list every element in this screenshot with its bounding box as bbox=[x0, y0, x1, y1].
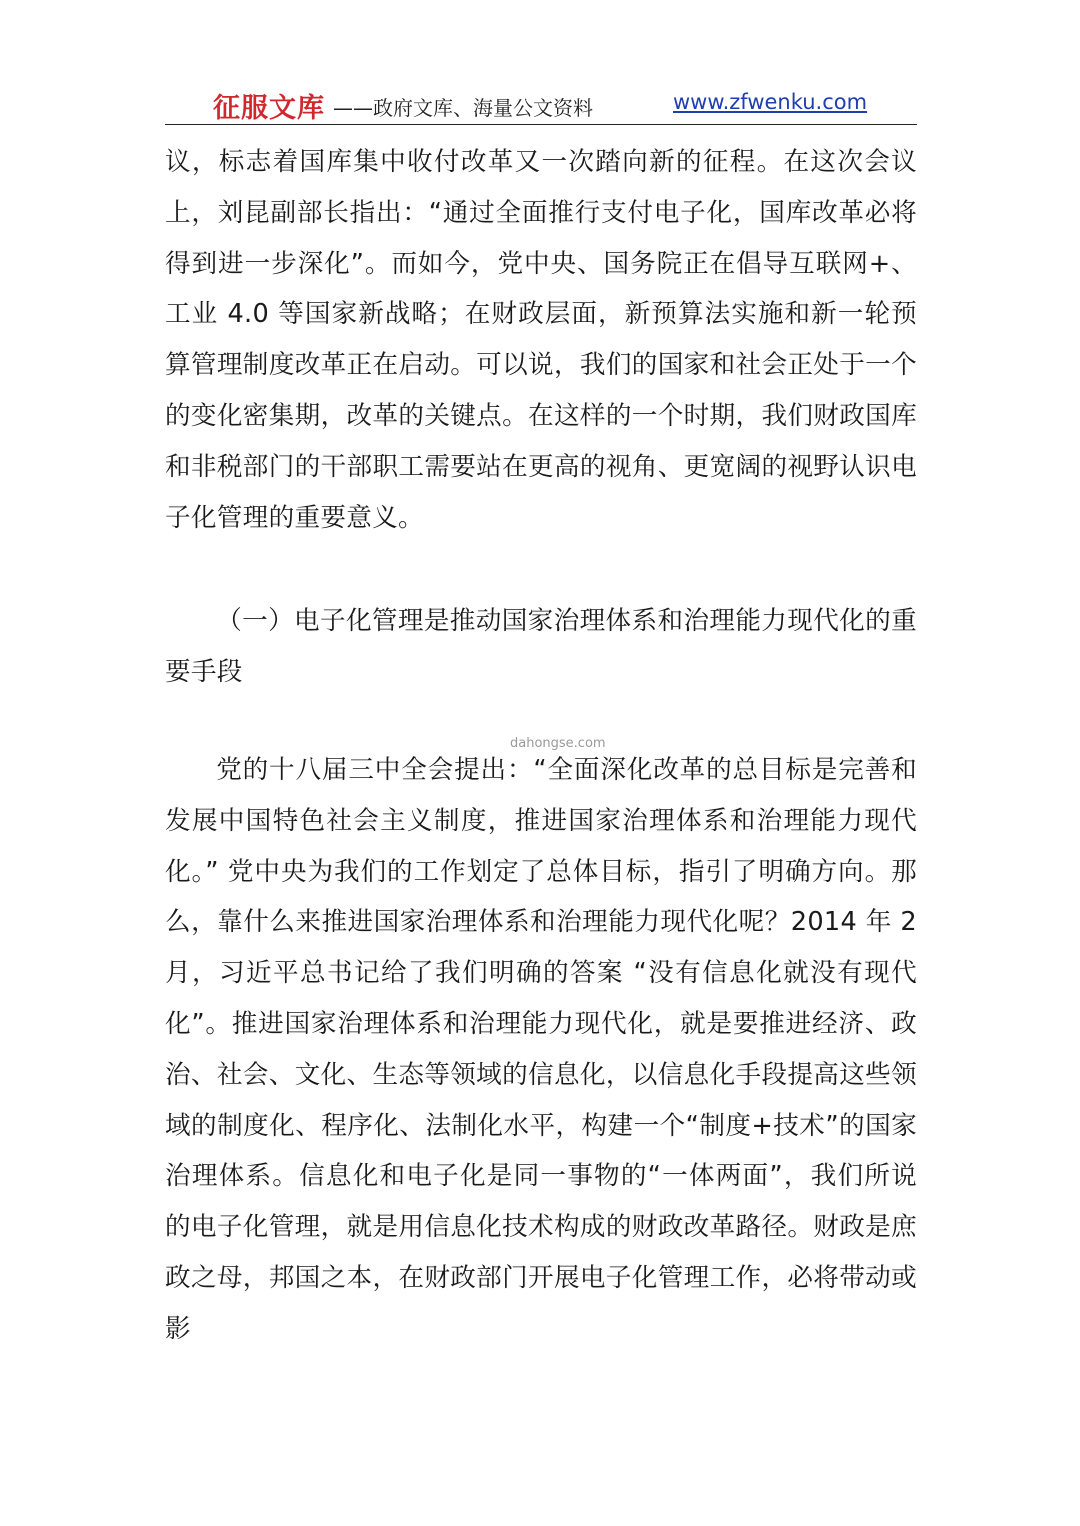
section-heading: （一）电子化管理是推动国家治理体系和治理能力现代化的重要手段 bbox=[165, 606, 917, 687]
site-url-link[interactable]: www.zfwenku.com bbox=[673, 90, 868, 114]
brand-logo-text: 征服文库 bbox=[213, 93, 325, 124]
body-paragraph-1: 议，标志着国库集中收付改革又一次踏向新的征程。在这次会议上，刘昆副部长指出：“通过全面推行支付电子化，国库改革必将得到进一步深化”。而如今，党中央、国务院正在倡导互联网+、工业 4.0 等国家新战略；在财政层面，新预算法实施和新一轮预算管理制度改革正在启动。可以说，我们的国家和社会正处于一个的变化密集期，改革的关键点。在这样的一个时期，我们财政国库和非税部门的干部职工需要站在更高的视角、更宽阔的视野认识电子化管理的重要意义。 bbox=[165, 147, 917, 533]
watermark-text: dahongse.com bbox=[510, 736, 606, 751]
header-tagline: ——政府文库、海量公文资料 bbox=[333, 96, 593, 120]
body-paragraph-2: 党的十八届三中全会提出：“全面深化改革的总目标是完善和发展中国特色社会主义制度，推进国家治理体系和治理能力现代化。” 党中央为我们的工作划定了总体目标，指引了明确方向。那么，靠什么来推进国家治理体系和治理能力现代化呢？2014 年 2 月，习近平总书记给了我们明确的答案 “没有信息化就没有现代化”。推进国家治理体系和治理能力现代化，就是要推进经济、政治、社会、文化、生态等领域的信息化，以信息化手段提高这些领域的制度化、程序化、法制化水平，构建一个“制度+技术”的国家治理体系。信息化和电子化是同一事物的“一体两面”，我们所说的电子化管理，就是用信息化技术构成的财政改革路径。财政是庶政之母，邦国之本，在财政部门开展电子化管理工作，必将带动或影 bbox=[165, 755, 917, 1344]
page-header bbox=[165, 82, 917, 125]
